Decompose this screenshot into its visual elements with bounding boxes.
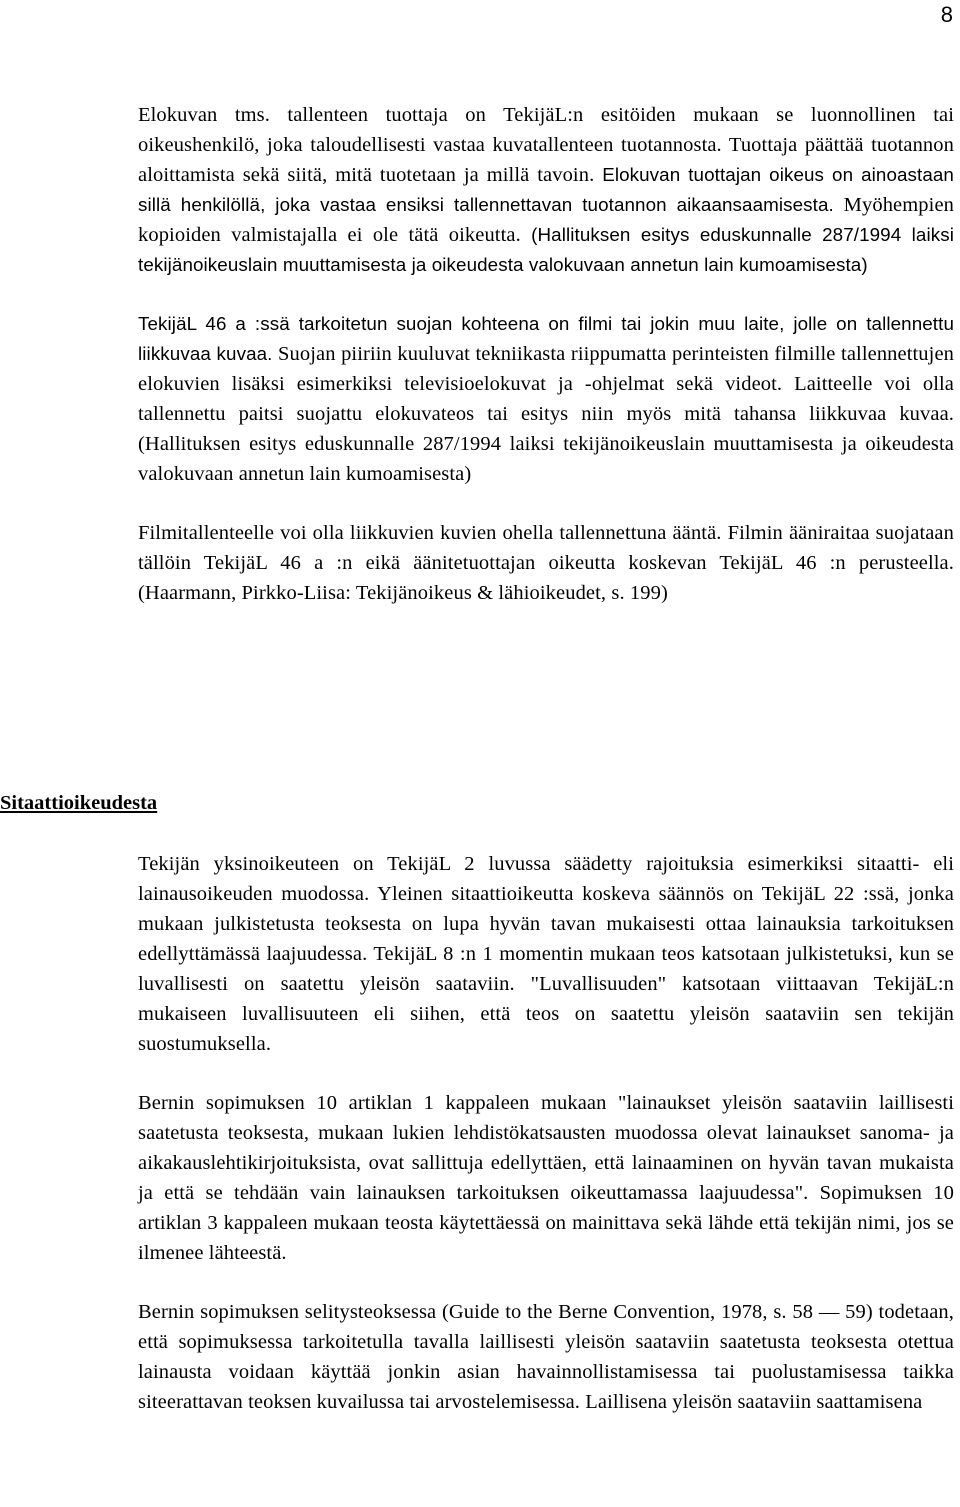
document-body-lower	[138, 849, 954, 1446]
paragraph-quotation-right: Tekijän yksinoikeuteen on TekijäL 2 luvussa säädetty rajoituksia esimerkiksi sitaatti- eli lainausoikeuden muodossa. Yleinen sitaattioikeutta koskeva säännös on TekijäL 22 :ssä, jonka mukaan julkistetusta teoksesta on lupa hyvän tavan mukaisesti ottaa lainauksia tarkoituksen edellyttämässä laajuudessa. TekijäL 8 :n 1 momentin mukaan teos katsotaan julkistetuksi, kun se luvallisesti on saatettu yleisön saataviin. "Luvallisuuden" katsotaan viittaavan TekijäL:n mukaiseen luvallisuuteen eli siihen, että teos on saatettu yleisön saataviin sen tekijän suostumuksella.	[138, 853, 954, 1055]
paragraph-text-sans: TekijäL 46 a :ssä tarkoitetun suojan kohteena on filmi tai jokin muu laite, jolle on tallennettu liikkuvaa kuvaa.	[138, 313, 954, 364]
paragraph-text: Suojan piiriin kuuluvat tekniikasta riippumatta perinteisten filmille tallennettujen elokuvien lisäksi esimerkiksi televisioelokuvat ja -ohjelmat sekä videot. Laitteelle voi olla tallennettu paitsi suojattu elokuvateos tai esitys niin myös mitä tahansa liikkuvaa kuvaa. (Hallituksen esitys eduskunnalle 287/1994 laiksi tekijänoikeuslain muuttamisesta ja oikeudesta valokuvaan annetun lain kumoamisesta)	[138, 343, 954, 485]
paragraph-berne-guide: Bernin sopimuksen selitysteoksessa (Guide to the Berne Convention, 1978, s. 58 — 59) todetaan, että sopimuksessa tarkoitetulla tavalla laillisesti yleisön saataviin saatetusta teoksesta otettua lainausta voidaan käyttää jonkin asian havainnollistamisessa tai puolustamisessa taikka siteerattavan teoksen kuvailussa tai arvostelemisessa. Laillisena yleisön saataviin saattamisena	[138, 1301, 954, 1413]
paragraph-text-sans: (Hallituksen esitys eduskunnalle 287/1994 laiksi tekijänoikeuslain muuttamisesta ja oikeudesta valokuvaan annetun lain kumoamisesta)	[138, 224, 955, 275]
section-heading: Sitaattioikeudesta	[0, 792, 158, 814]
page-number: 8	[940, 2, 953, 27]
document-body-upper	[138, 100, 954, 637]
paragraph-berne-article-10: Bernin sopimuksen 10 artiklan 1 kappaleen mukaan "lainaukset yleisön saataviin laillisesti saatetusta teoksesta, mukaan lukien lehdistökatsausten muodossa olevat lainaukset sanoma- ja aikakauslehtikirjoituksista, ovat sallittuja edellyttäen, että lainaaminen on hyvän tavan mukaista ja että se tehdään vain lainauksen tarkoituksen oikeuttamassa laajuudessa". Sopimuksen 10 artiklan 3 kappaleen mukaan teosta käytettäessä on mainittava sekä lähde että tekijän nimi, jos se ilmenee lähteestä.	[138, 1092, 954, 1264]
paragraph-text: Elokuvan tms. tallenteen tuottaja on TekijäL:n esitöiden mukaan se luonnollinen tai oikeushenkilö, joka taloudellisesti vastaa kuvatallenteen tuotannosta. Tuottaja päättää tuotannon aloittamista sekä siitä, mitä tuotetaan ja millä tavoin.	[138, 104, 954, 186]
paragraph-text: Myöhempien kopioiden valmistajalla ei ole tätä oikeutta.	[138, 194, 954, 246]
paragraph-soundtrack: Filmitallenteelle voi olla liikkuvien kuvien ohella tallennettuna ääntä. Filmin ääniraitaa suojataan tällöin TekijäL 46 a :n eikä äänitetuottajan oikeutta koskevan TekijäL 46 :n perusteella. (Haarmann, Pirkko-Liisa: Tekijänoikeus & lähioikeudet, s. 199)	[138, 522, 954, 604]
paragraph-film-producer	[138, 100, 954, 280]
paragraph-text-sans: Elokuvan tuottajan oikeus on ainoastaan sillä henkilöllä, joka vastaa ensiksi tallennettavan tuotannon aikaansaamisesta.	[138, 164, 954, 215]
paragraph-film-protection	[138, 309, 954, 489]
